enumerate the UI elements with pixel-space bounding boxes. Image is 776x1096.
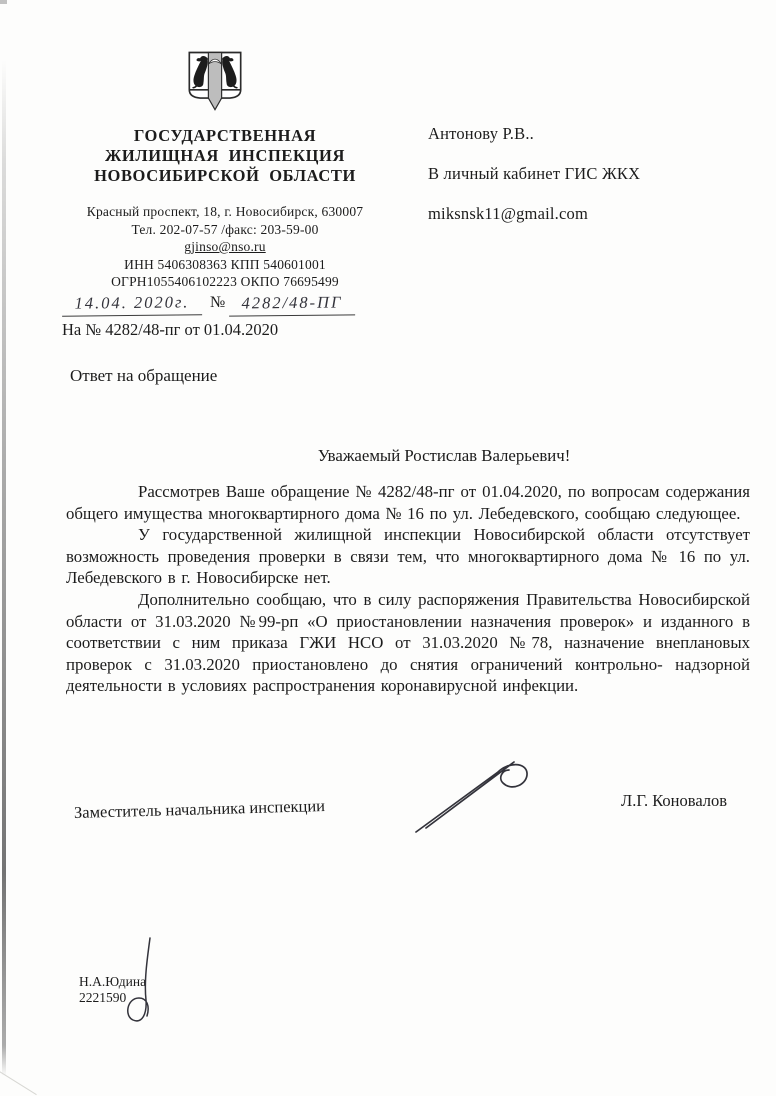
org-inn-kpp: ИНН 5406308363 КПП 540601001 bbox=[124, 256, 326, 272]
org-name-line2: ЖИЛИЩНАЯ ИНСПЕКЦИЯ bbox=[105, 146, 345, 165]
org-name bbox=[56, 126, 394, 186]
salutation: Уважаемый Ростислав Валерьевич! bbox=[317, 446, 571, 465]
paragraph-3: Дополнительно сообщаю, что в силу распоряжения Правительства Новосибирской области от 31.03.2020 №99-рп «О приостановлении назначения проверок» и изданного в соответствии с ним приказа ГЖИ НСО от 31.03.2020 №78, назначение внеплановых проверок с 31.03.2020 приостановлено до снятия ограничений контрольно- надзорной деятельности в условиях распространения коронавирусной инфекции. bbox=[66, 589, 750, 696]
outgoing-number-handwritten: 4282/48-ПГ bbox=[241, 292, 343, 313]
paragraph-1: Рассмотрев Ваше обращение № 4282/48-пг от 01.04.2020, по вопросам содержания общего имущества многоквартирного дома № 16 по ул. Лебедевского, сообщаю следующее. bbox=[66, 482, 750, 523]
letter-body bbox=[66, 481, 750, 697]
executor-name: Н.А.Юдина bbox=[79, 974, 147, 989]
signer-position: Заместитель начальника инспекции bbox=[73, 795, 326, 822]
addressee-name: Антонову Р.В.. bbox=[428, 124, 534, 143]
subject-line: Ответ на обращение bbox=[70, 366, 218, 385]
addressee-delivery: В личный кабинет ГИС ЖКХ bbox=[428, 164, 641, 183]
org-ogrn-okpo: ОГРН1055406102223 ОКПО 76695499 bbox=[111, 274, 339, 289]
scan-edge-shadow bbox=[2, 60, 6, 1076]
org-phone-fax: Тел. 202-07-57 /факс: 203-59-00 bbox=[131, 221, 319, 237]
executor-phone: 2221590 bbox=[79, 990, 127, 1005]
scan-speck bbox=[0, 0, 7, 4]
numero-sign: № bbox=[210, 294, 226, 311]
org-contact-block bbox=[56, 203, 394, 291]
org-email: gjinso@nso.ru bbox=[184, 239, 266, 254]
org-address: Красный проспект, 18, г. Новосибирск, 630007 bbox=[86, 204, 364, 219]
executor-mark-icon bbox=[114, 936, 166, 1030]
paragraph-2: У государственной жилищной инспекции Новосибирской области отсутствует возможность проведения проверки в связи тем, что многоквартирного дома № 16 по ул. Лебедевского в г. Новосибирске нет. bbox=[66, 525, 750, 588]
in-reply-to-line: На № 4282/48-пг от 01.04.2020 bbox=[62, 320, 279, 339]
outgoing-date-handwritten: 14.04. 2020г. bbox=[74, 292, 190, 313]
signer-name: Л.Г. Коновалов bbox=[621, 791, 728, 810]
org-name-line3: НОВОСИБИРСКОЙ ОБЛАСТИ bbox=[94, 166, 356, 185]
org-name-line1: ГОСУДАРСТВЕННАЯ bbox=[133, 126, 317, 145]
signature-scribble-icon bbox=[410, 758, 558, 838]
addressee-email: miksnsk11@gmail.com bbox=[428, 204, 589, 223]
outgoing-ref-line bbox=[62, 290, 382, 316]
coat-of-arms-novosibirsk-icon bbox=[186, 44, 244, 119]
